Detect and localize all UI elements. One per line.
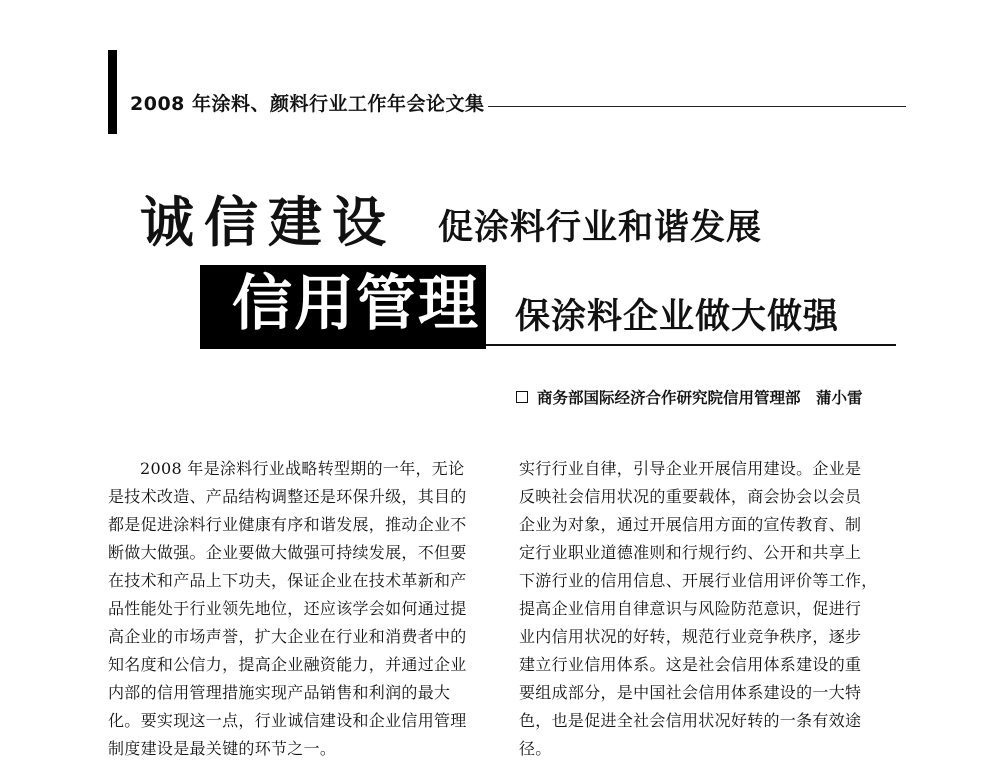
- title-rule: [486, 344, 896, 346]
- body-line: 要组成部分，是中国社会信用体系建设的一大特: [519, 683, 862, 702]
- body-line: 都是促进涂料行业健康有序和谐发展，推动企业不: [108, 515, 467, 534]
- title-line1-sub: 促涂料行业和谐发展: [438, 208, 763, 248]
- body-line: 下游行业的信用信息、开展行业信用评价等工作，: [519, 571, 878, 590]
- header-rule: [488, 106, 906, 107]
- body-line: 高企业的市场声誉，扩大企业在行业和消费者中的: [108, 627, 467, 646]
- title-line2-sub: 保涂料企业做大做强: [515, 297, 840, 337]
- body-line: 制度建设是最关键的环节之一。: [108, 739, 337, 758]
- body-line: 企业为对象，通过开展信用方面的宣传教育、制: [519, 515, 862, 534]
- publication-header: 2008 年涂料、颜料行业工作年会论文集: [130, 93, 485, 115]
- body-line: 品性能处于行业领先地位，还应该学会如何通过提: [108, 599, 467, 618]
- body-line: 知名度和公信力，提高企业融资能力，并通过企业: [108, 655, 467, 674]
- title-line1-main: 诚信建设: [140, 191, 396, 254]
- body-line: 提高企业信用自律意识与风险防范意识，促进行: [519, 599, 862, 618]
- author-byline: 商务部国际经济合作研究院信用管理部 蒲小雷: [537, 389, 863, 407]
- body-line: 在技术和产品上下功夫，保证企业在技术革新和产: [108, 571, 467, 590]
- header-accent-bar: [108, 50, 117, 134]
- body-line: 色，也是促进全社会信用状况好转的一条有效途: [519, 711, 862, 730]
- title-line2-main: 信用管理: [232, 269, 480, 339]
- body-line: 建立行业信用体系。这是社会信用体系建设的重: [519, 655, 862, 674]
- body-line: 内部的信用管理措施实现产品销售和利润的最大: [108, 683, 451, 702]
- body-line: 是技术改造、产品结构调整还是环保升级，其目的: [108, 487, 467, 506]
- body-line: 断做大做强。企业要做大做强可持续发展，不但要: [108, 543, 467, 562]
- body-line: 径。: [519, 739, 552, 758]
- body-line: 化。要实现这一点，行业诚信建设和企业信用管理: [108, 711, 467, 730]
- body-line: 实行行业自律，引导企业开展信用建设。企业是: [519, 459, 862, 478]
- author-square-icon: [516, 391, 528, 403]
- body-column-right: [519, 455, 903, 763]
- body-line: 业内信用状况的好转，规范行业竞争秩序，逐步: [519, 627, 862, 646]
- body-line: 2008 年是涂料行业战略转型期的一年，无论: [140, 459, 465, 478]
- body-line: 反映社会信用状况的重要载体，商会协会以会员: [519, 487, 862, 506]
- body-line: 定行业职业道德准则和行规行约、公开和共享上: [519, 543, 862, 562]
- body-column-left: [108, 455, 492, 763]
